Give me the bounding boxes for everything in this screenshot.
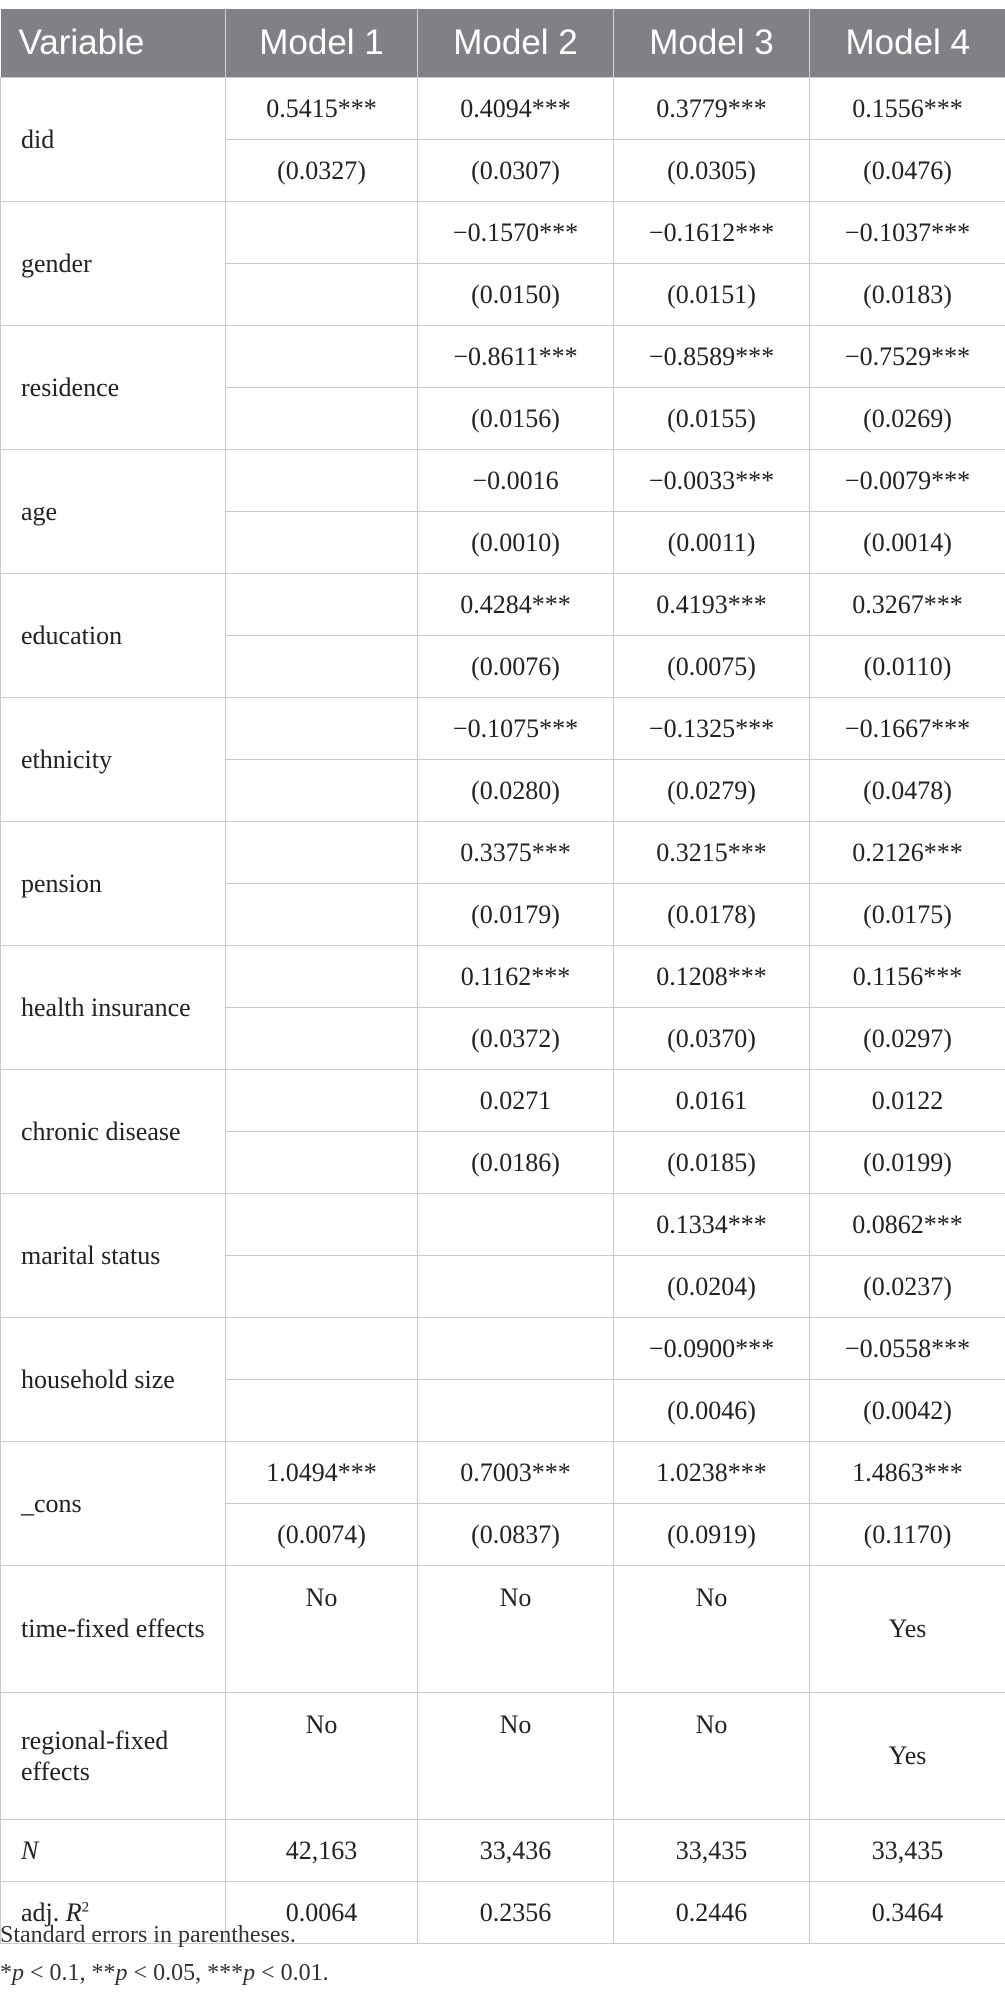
coefficient-cell: −0.1037*** bbox=[810, 202, 1005, 264]
coefficient-cell bbox=[226, 450, 418, 512]
standard-error-cell: (0.0199) bbox=[810, 1132, 1005, 1194]
coefficient-cell: −0.0900*** bbox=[614, 1318, 810, 1380]
coefficient-cell: −0.1612*** bbox=[614, 202, 810, 264]
table-row bbox=[1, 822, 1005, 884]
coefficient-cell: 0.0271 bbox=[418, 1070, 614, 1132]
footnote-standard-errors: Standard errors in parentheses. bbox=[0, 1922, 296, 1948]
standard-error-cell: (0.0046) bbox=[614, 1380, 810, 1442]
stat-cell: 42,163 bbox=[226, 1820, 418, 1882]
fixed-effect-cell: Yes bbox=[810, 1693, 1005, 1820]
coefficient-cell: 0.5415*** bbox=[226, 78, 418, 140]
coefficient-cell: −0.0033*** bbox=[614, 450, 810, 512]
regression-table-container bbox=[0, 9, 1005, 1944]
table-row bbox=[1, 1693, 1005, 1820]
footnote-segment: < 0.05, *** bbox=[127, 1960, 244, 1986]
standard-error-cell: (0.0042) bbox=[810, 1380, 1005, 1442]
variable-name: marital status bbox=[1, 1194, 226, 1318]
header-model-4: Model 4 bbox=[810, 9, 1005, 78]
standard-error-cell bbox=[226, 264, 418, 326]
fixed-effect-cell: No bbox=[418, 1566, 614, 1693]
variable-name: pension bbox=[1, 822, 226, 946]
header-model-1: Model 1 bbox=[226, 9, 418, 78]
header-row bbox=[1, 9, 1005, 78]
standard-error-cell bbox=[226, 512, 418, 574]
standard-error-cell: (0.0075) bbox=[614, 636, 810, 698]
variable-name bbox=[1, 1820, 226, 1882]
stat-cell: 33,435 bbox=[810, 1820, 1005, 1882]
coefficient-cell: −0.7529*** bbox=[810, 326, 1005, 388]
coefficient-cell: −0.1325*** bbox=[614, 698, 810, 760]
standard-error-cell: (0.0372) bbox=[418, 1008, 614, 1070]
standard-error-cell: (0.1170) bbox=[810, 1504, 1005, 1566]
stat-name-r: R bbox=[65, 1897, 82, 1927]
coefficient-cell: 0.1556*** bbox=[810, 78, 1005, 140]
coefficient-cell: 0.1334*** bbox=[614, 1194, 810, 1256]
fixed-effect-cell: Yes bbox=[810, 1566, 1005, 1693]
coefficient-cell bbox=[226, 574, 418, 636]
variable-name: time-fixed effects bbox=[1, 1566, 226, 1693]
fixed-effect-cell: No bbox=[226, 1693, 418, 1820]
coefficient-cell bbox=[226, 946, 418, 1008]
standard-error-cell: (0.0010) bbox=[418, 512, 614, 574]
standard-error-cell: (0.0155) bbox=[614, 388, 810, 450]
coefficient-cell: 0.0161 bbox=[614, 1070, 810, 1132]
coefficient-cell bbox=[226, 326, 418, 388]
header-model-2: Model 2 bbox=[418, 9, 614, 78]
standard-error-cell: (0.0237) bbox=[810, 1256, 1005, 1318]
footnote-segment: < 0.01. bbox=[255, 1960, 329, 1986]
standard-error-cell: (0.0185) bbox=[614, 1132, 810, 1194]
coefficient-cell: −0.0016 bbox=[418, 450, 614, 512]
coefficient-cell: 0.1156*** bbox=[810, 946, 1005, 1008]
coefficient-cell: 0.0122 bbox=[810, 1070, 1005, 1132]
stat-cell: 0.2356 bbox=[418, 1882, 614, 1944]
coefficient-cell: 0.1162*** bbox=[418, 946, 614, 1008]
stat-cell: 0.3464 bbox=[810, 1882, 1005, 1944]
stat-cell: 33,435 bbox=[614, 1820, 810, 1882]
coefficient-cell bbox=[226, 1070, 418, 1132]
standard-error-cell: (0.0074) bbox=[226, 1504, 418, 1566]
standard-error-cell: (0.0076) bbox=[418, 636, 614, 698]
footnote-significance bbox=[0, 1954, 329, 1992]
standard-error-cell bbox=[226, 1008, 418, 1070]
standard-error-cell: (0.0156) bbox=[418, 388, 614, 450]
stat-name-n: N bbox=[21, 1835, 39, 1865]
fixed-effect-cell: No bbox=[614, 1693, 810, 1820]
standard-error-cell: (0.0305) bbox=[614, 140, 810, 202]
variable-name: residence bbox=[1, 326, 226, 450]
coefficient-cell: 0.1208*** bbox=[614, 946, 810, 1008]
standard-error-cell bbox=[226, 388, 418, 450]
standard-error-cell bbox=[226, 636, 418, 698]
variable-name: did bbox=[1, 78, 226, 202]
coefficient-cell: 0.0862*** bbox=[810, 1194, 1005, 1256]
standard-error-cell: (0.0178) bbox=[614, 884, 810, 946]
stat-cell: 0.0064 bbox=[226, 1882, 418, 1944]
variable-name: chronic disease bbox=[1, 1070, 226, 1194]
coefficient-cell bbox=[226, 1194, 418, 1256]
variable-name: age bbox=[1, 450, 226, 574]
coefficient-cell: 0.3779*** bbox=[614, 78, 810, 140]
header-model-3: Model 3 bbox=[614, 9, 810, 78]
standard-error-cell: (0.0297) bbox=[810, 1008, 1005, 1070]
coefficient-cell bbox=[226, 698, 418, 760]
footnote-segment: p bbox=[115, 1960, 128, 1986]
standard-error-cell: (0.0837) bbox=[418, 1504, 614, 1566]
standard-error-cell bbox=[418, 1256, 614, 1318]
table-row bbox=[1, 946, 1005, 1008]
variable-name: gender bbox=[1, 202, 226, 326]
fixed-effect-cell: No bbox=[614, 1566, 810, 1693]
fixed-effect-cell: No bbox=[226, 1566, 418, 1693]
stat-name-prefix: adj. bbox=[21, 1897, 66, 1927]
coefficient-cell: −0.1570*** bbox=[418, 202, 614, 264]
standard-error-cell: (0.0476) bbox=[810, 140, 1005, 202]
variable-name: health insurance bbox=[1, 946, 226, 1070]
standard-error-cell: (0.0151) bbox=[614, 264, 810, 326]
coefficient-cell: 0.4284*** bbox=[418, 574, 614, 636]
standard-error-cell: (0.0179) bbox=[418, 884, 614, 946]
coefficient-cell: −0.1075*** bbox=[418, 698, 614, 760]
standard-error-cell: (0.0478) bbox=[810, 760, 1005, 822]
standard-error-cell: (0.0014) bbox=[810, 512, 1005, 574]
coefficient-cell: 0.3215*** bbox=[614, 822, 810, 884]
footnote-segment: p bbox=[12, 1960, 24, 1986]
standard-error-cell: (0.0279) bbox=[614, 760, 810, 822]
standard-error-cell: (0.0327) bbox=[226, 140, 418, 202]
stat-cell: 33,436 bbox=[418, 1820, 614, 1882]
stat-cell: 0.2446 bbox=[614, 1882, 810, 1944]
variable-name: education bbox=[1, 574, 226, 698]
table-row bbox=[1, 1194, 1005, 1256]
coefficient-cell: 1.4863*** bbox=[810, 1442, 1005, 1504]
standard-error-cell: (0.0183) bbox=[810, 264, 1005, 326]
coefficient-cell bbox=[418, 1194, 614, 1256]
standard-error-cell: (0.0150) bbox=[418, 264, 614, 326]
standard-error-cell bbox=[226, 1132, 418, 1194]
coefficient-cell: −0.8589*** bbox=[614, 326, 810, 388]
standard-error-cell bbox=[226, 1380, 418, 1442]
table-row bbox=[1, 1070, 1005, 1132]
table-row bbox=[1, 1442, 1005, 1504]
coefficient-cell: 0.4193*** bbox=[614, 574, 810, 636]
standard-error-cell: (0.0110) bbox=[810, 636, 1005, 698]
table-row bbox=[1, 78, 1005, 140]
footnote-segment: * bbox=[0, 1960, 12, 1986]
coefficient-cell: 0.2126*** bbox=[810, 822, 1005, 884]
fixed-effect-cell: No bbox=[418, 1693, 614, 1820]
coefficient-cell: −0.8611*** bbox=[418, 326, 614, 388]
regression-table bbox=[0, 9, 1005, 1944]
standard-error-cell: (0.0307) bbox=[418, 140, 614, 202]
coefficient-cell: −0.1667*** bbox=[810, 698, 1005, 760]
coefficient-cell bbox=[418, 1318, 614, 1380]
standard-error-cell: (0.0204) bbox=[614, 1256, 810, 1318]
table-row bbox=[1, 202, 1005, 264]
coefficient-cell bbox=[226, 202, 418, 264]
table-footnotes bbox=[0, 1916, 329, 1992]
coefficient-cell: 1.0238*** bbox=[614, 1442, 810, 1504]
standard-error-cell bbox=[226, 1256, 418, 1318]
coefficient-cell bbox=[226, 1318, 418, 1380]
footnote-segment: p bbox=[243, 1960, 256, 1986]
coefficient-cell: −0.0079*** bbox=[810, 450, 1005, 512]
standard-error-cell bbox=[418, 1380, 614, 1442]
standard-error-cell: (0.0919) bbox=[614, 1504, 810, 1566]
table-row bbox=[1, 574, 1005, 636]
footnote-segment: < 0.1, ** bbox=[24, 1960, 116, 1986]
coefficient-cell: 0.4094*** bbox=[418, 78, 614, 140]
table-header bbox=[1, 9, 1005, 78]
coefficient-cell: 0.3375*** bbox=[418, 822, 614, 884]
variable-name: _cons bbox=[1, 1442, 226, 1566]
header-variable: Variable bbox=[1, 9, 226, 78]
standard-error-cell: (0.0269) bbox=[810, 388, 1005, 450]
standard-error-cell: (0.0011) bbox=[614, 512, 810, 574]
standard-error-cell bbox=[226, 760, 418, 822]
standard-error-cell: (0.0186) bbox=[418, 1132, 614, 1194]
table-row bbox=[1, 1566, 1005, 1693]
coefficient-cell bbox=[226, 822, 418, 884]
table-row bbox=[1, 698, 1005, 760]
standard-error-cell bbox=[226, 884, 418, 946]
stat-name-superscript: 2 bbox=[81, 1899, 90, 1916]
standard-error-cell: (0.0280) bbox=[418, 760, 614, 822]
coefficient-cell: 0.3267*** bbox=[810, 574, 1005, 636]
coefficient-cell: 1.0494*** bbox=[226, 1442, 418, 1504]
standard-error-cell: (0.0370) bbox=[614, 1008, 810, 1070]
variable-name: household size bbox=[1, 1318, 226, 1442]
variable-name: regional-fixed effects bbox=[1, 1693, 226, 1820]
table-row bbox=[1, 326, 1005, 388]
table-body bbox=[1, 78, 1005, 1944]
table-row bbox=[1, 1820, 1005, 1882]
variable-name: ethnicity bbox=[1, 698, 226, 822]
standard-error-cell: (0.0175) bbox=[810, 884, 1005, 946]
table-row bbox=[1, 450, 1005, 512]
coefficient-cell: 0.7003*** bbox=[418, 1442, 614, 1504]
table-row bbox=[1, 1318, 1005, 1380]
coefficient-cell: −0.0558*** bbox=[810, 1318, 1005, 1380]
